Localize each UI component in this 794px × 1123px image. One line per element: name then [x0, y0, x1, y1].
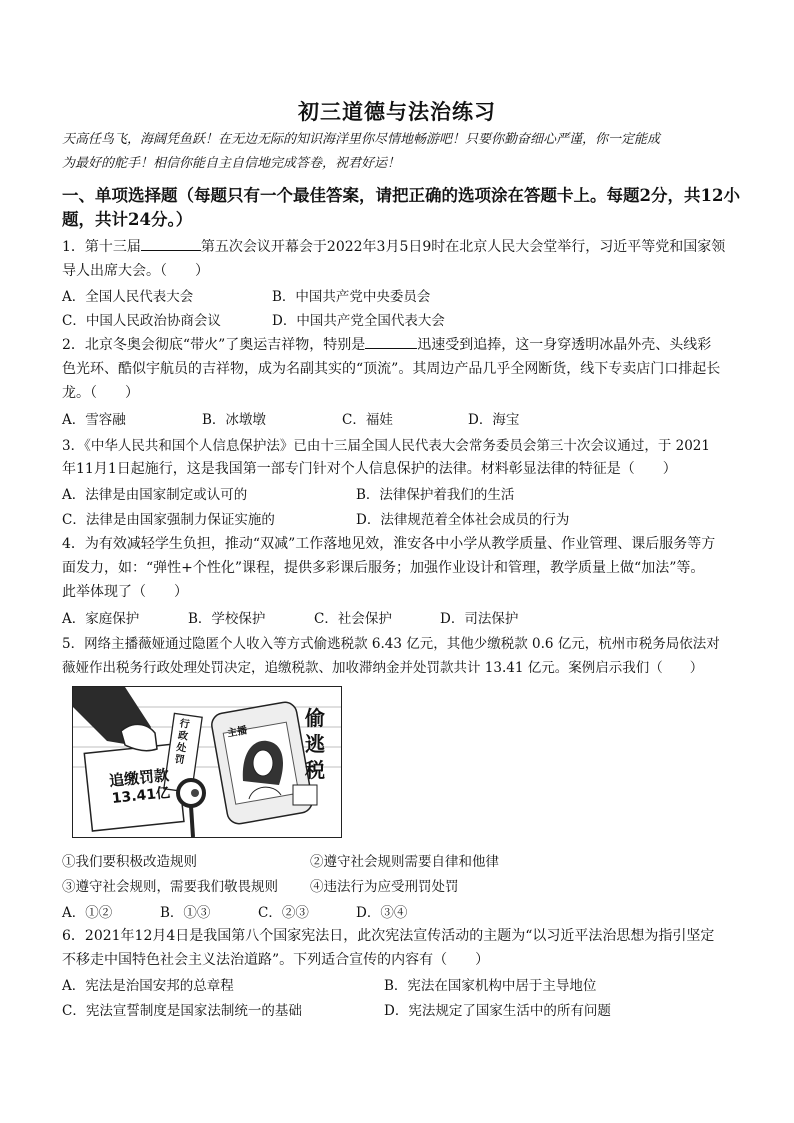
tax-evasion-cartoon [72, 686, 342, 838]
question-2-option-b: B．冰墩墩 [202, 412, 266, 428]
cartoon-stamp-text: 偷逃税 [305, 706, 325, 782]
question-6-stem-2: 不移走中国特色社会主义法治道路”。下列适合宣传的内容有（ ） [62, 952, 490, 968]
question-4-stem-3: 此举体现了（ ） [62, 584, 188, 600]
question-1-option-a: A．全国人民代表大会 [62, 289, 194, 305]
question-2-stem-b: 迅速受到追捧，这一身穿透明冰晶外壳、头线彩 [417, 337, 712, 353]
question-1-stem-2: 导人出席大会。（ ） [62, 263, 209, 279]
question-1-option-b: B．中国共产党中央委员会 [272, 289, 431, 305]
question-1-stem-b: 第五次会议开幕会于2022年3月5日9时在北京人民大会堂举行，习近平等党和国家领 [200, 239, 726, 255]
question-1-stem [62, 236, 725, 256]
question-5-stem-2: 薇娅作出税务行政处理处罚决定，追缴税款、加收滞纳金并处罚款共计 13.41 亿元。案例启示我们（ ） [62, 660, 704, 676]
question-4-stem-2: 面发力，如：“弹性+个性化”课程，提供多彩课后服务；加强作业设计和管理，教学质量上做“加法”等。 [62, 560, 705, 576]
question-2-stem-3: 龙。（ ） [62, 385, 139, 401]
answer-blank [141, 236, 201, 251]
question-5-statement-3: ③遵守社会规则，需要我们敬畏规则 [62, 879, 278, 895]
question-6-option-a: A．宪法是治国安邦的总章程 [62, 978, 234, 994]
answer-blank [365, 334, 417, 349]
intro-line-1: 天高任鸟飞，海阔凭鱼跃！在无边无际的知识海洋里你尽情地畅游吧！只要你勤奋细心严谨，你一定能成 [62, 132, 661, 147]
question-5-option-d: D．③④ [356, 905, 408, 921]
question-3-option-b: B．法律保护着我们的生活 [356, 487, 515, 503]
question-2-stem-2: 色光环、酷似宇航员的吉祥物，成为名副其实的“顶流”。其周边产品几乎全网断货，线下专卖店门口排起长 [62, 361, 721, 377]
question-5-statement-2: ②遵守社会规则需要自律和他律 [310, 854, 499, 870]
question-5-statement-1: ①我们要积极改造规则 [62, 854, 197, 870]
question-2-stem [62, 334, 711, 354]
question-3-option-d: D．法律规范着全体社会成员的行为 [356, 512, 570, 528]
question-6-stem-1: 6．2021年12月4日是我国第八个国家宪法日，此次宪法宣传活动的主题为“以习近平法治思想为指引坚定 [62, 928, 715, 944]
question-2-option-d: D．海宝 [468, 412, 520, 428]
question-1-option-c: C．中国人民政治协商会议 [62, 313, 221, 329]
question-3-stem-2: 年11月1日起施行，这是我国第一部专门针对个人信息保护的法律。材料彰显法律的特征是（ ） [62, 461, 677, 477]
question-6-option-b: B．宪法在国家机构中居于主导地位 [384, 978, 597, 994]
question-1-option-d: D．中国共产党全国代表大会 [272, 313, 445, 329]
cartoon-illustration [73, 687, 341, 837]
question-4-stem-1: 4．为有效减轻学生负担，推动“双减”工作落地见效，淮安各中小学从教学质量、作业管理、课后服务等方 [62, 536, 716, 552]
question-6-option-d: D．宪法规定了国家生活中的所有问题 [384, 1003, 611, 1019]
question-5-option-a: A．①② [62, 905, 113, 921]
cartoon-document-title: 追缴罚款 [108, 765, 170, 791]
question-3-option-c: C．法律是由国家强制力保证实施的 [62, 512, 275, 528]
question-4-option-d: D．司法保护 [440, 611, 519, 627]
cartoon-phone-label: 主播 [226, 725, 249, 740]
question-5-stem-1: 5．网络主播薇娅通过隐匿个人收入等方式偷逃税款 6.43 亿元，其他少缴税款 0.6 亿元，杭州市税务局依法对 [62, 636, 720, 652]
question-6-option-c: C．宪法宣誓制度是国家法制统一的基础 [62, 1003, 302, 1019]
question-4-option-a: A．家庭保护 [62, 611, 140, 627]
question-2-stem-a: 2．北京冬奥会彻底“带火”了奥运吉祥物，特别是 [62, 337, 366, 353]
question-2-option-a: A．雪容融 [62, 412, 126, 428]
question-5-statement-4: ④违法行为应受刑罚处罚 [310, 879, 459, 895]
question-4-option-b: B．学校保护 [188, 611, 266, 627]
question-1-stem-a: 1．第十三届 [62, 239, 141, 255]
question-2-option-c: C．福娃 [342, 412, 393, 428]
question-3-stem-1: 3．《中华人民共和国个人信息保护法》已由十三届全国人民代表大会常务委员会第三十次会议通过，于 2021 [62, 438, 710, 454]
question-5-option-b: B．①③ [160, 905, 211, 921]
question-4-option-c: C．社会保护 [314, 611, 392, 627]
section-heading-line-1: 一、单项选择题（每题只有一个最佳答案，请把正确的选项涂在答题卡上。每题2分，共12小 [62, 186, 740, 205]
intro-line-2: 为最好的舵手！相信你能自主自信地完成答卷，祝君好运！ [62, 156, 401, 171]
cartoon-side-label: 行政处罚 [173, 718, 191, 767]
question-5-option-c: C．②③ [258, 905, 309, 921]
cartoon-document-amount: 13.41亿 [111, 784, 171, 807]
page-title: 初三道德与法治练习 [298, 99, 496, 124]
section-heading-line-2: 题，共计24分。） [62, 210, 193, 229]
question-3-option-a: A．法律是由国家制定或认可的 [62, 487, 248, 503]
